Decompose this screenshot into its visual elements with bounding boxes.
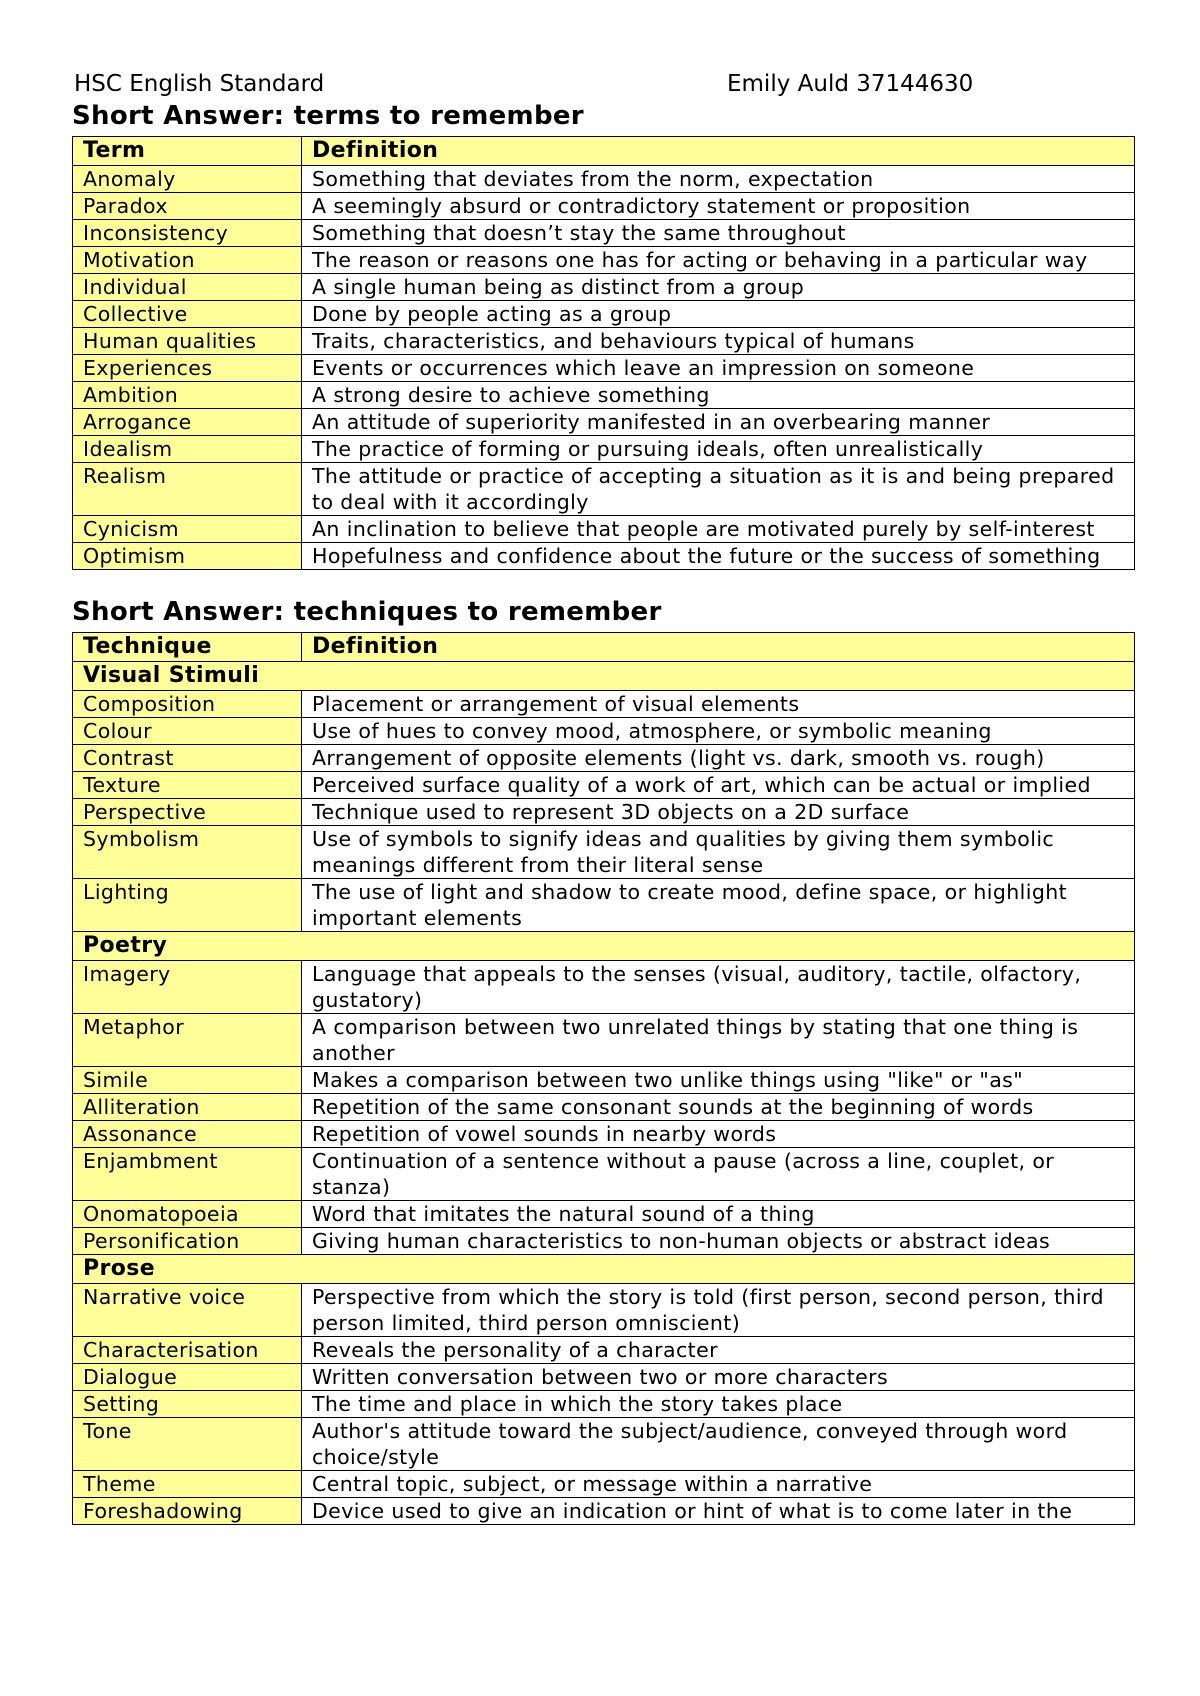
definition-cell: Perceived surface quality of a work of art, which can be actual or implied	[302, 772, 1135, 799]
term-cell: Inconsistency	[73, 220, 302, 247]
definition-cell: Reveals the personality of a character	[302, 1337, 1135, 1364]
definition-cell: Use of symbols to signify ideas and qualities by giving them symbolic meanings different from their literal sense	[302, 826, 1135, 879]
definition-cell: Repetition of the same consonant sounds at the beginning of words	[302, 1094, 1135, 1121]
table-row	[73, 1201, 1135, 1228]
term-cell: Characterisation	[73, 1337, 302, 1364]
table-row	[73, 826, 1135, 879]
table-row	[73, 382, 1135, 409]
term-cell: Colour	[73, 718, 302, 745]
table-row	[73, 543, 1135, 570]
term-cell: Paradox	[73, 193, 302, 220]
term-cell: Idealism	[73, 436, 302, 463]
table-row	[73, 961, 1135, 1014]
table-row	[73, 463, 1135, 516]
section-header-row	[73, 932, 1135, 961]
term-cell: Enjambment	[73, 1148, 302, 1201]
term-cell: Setting	[73, 1391, 302, 1418]
table-row	[73, 1121, 1135, 1148]
definition-cell: Device used to give an indication or hint of what is to come later in the	[302, 1498, 1135, 1525]
document-page	[72, 68, 1134, 1525]
term-cell: Realism	[73, 463, 302, 516]
term-cell: Individual	[73, 274, 302, 301]
term-cell: Imagery	[73, 961, 302, 1014]
definition-cell: An inclination to believe that people are motivated purely by self-interest	[302, 516, 1135, 543]
term-cell: Lighting	[73, 879, 302, 932]
term-cell: Contrast	[73, 745, 302, 772]
definition-cell: A strong desire to achieve something	[302, 382, 1135, 409]
terms-section-title: Short Answer: terms to remember	[72, 101, 584, 131]
term-cell: Metaphor	[73, 1014, 302, 1067]
term-cell: Motivation	[73, 247, 302, 274]
definition-cell: An attitude of superiority manifested in an overbearing manner	[302, 409, 1135, 436]
section-header-row	[73, 662, 1135, 691]
table-row	[73, 1337, 1135, 1364]
definition-cell: Word that imitates the natural sound of a thing	[302, 1201, 1135, 1228]
table-row	[73, 409, 1135, 436]
definition-cell: A seemingly absurd or contradictory statement or proposition	[302, 193, 1135, 220]
definition-cell: Done by people acting as a group	[302, 301, 1135, 328]
table-row	[73, 166, 1135, 193]
term-cell: Personification	[73, 1228, 302, 1255]
section-header-row	[73, 1255, 1135, 1284]
course-name: HSC English Standard	[74, 71, 325, 97]
definition-cell: The reason or reasons one has for acting or behaving in a particular way	[302, 247, 1135, 274]
definition-cell: The time and place in which the story takes place	[302, 1391, 1135, 1418]
term-cell: Tone	[73, 1418, 302, 1471]
table-row	[73, 718, 1135, 745]
definition-cell: Written conversation between two or more characters	[302, 1364, 1135, 1391]
table-row	[73, 220, 1135, 247]
definition-cell: Giving human characteristics to non-human objects or abstract ideas	[302, 1228, 1135, 1255]
definition-cell: Central topic, subject, or message within a narrative	[302, 1471, 1135, 1498]
table-row	[73, 1364, 1135, 1391]
document-header	[72, 68, 1134, 100]
student-name-id: Emily Auld 37144630	[727, 71, 974, 97]
table-row	[73, 328, 1135, 355]
definition-cell: Author's attitude toward the subject/audience, conveyed through word choice/style	[302, 1418, 1135, 1471]
definition-cell: The use of light and shadow to create mood, define space, or highlight important elements	[302, 879, 1135, 932]
definition-cell: Traits, characteristics, and behaviours typical of humans	[302, 328, 1135, 355]
terms-column-header-definition: Definition	[302, 137, 1135, 166]
techniques-table	[72, 632, 1135, 1525]
definition-cell: Arrangement of opposite elements (light vs. dark, smooth vs. rough)	[302, 745, 1135, 772]
techniques-table-header-row	[73, 633, 1135, 662]
term-cell: Onomatopoeia	[73, 1201, 302, 1228]
term-cell: Arrogance	[73, 409, 302, 436]
table-row	[73, 436, 1135, 463]
table-row	[73, 1228, 1135, 1255]
definition-cell: Makes a comparison between two unlike things using "like" or "as"	[302, 1067, 1135, 1094]
terms-column-header-term: Term	[73, 137, 302, 166]
term-cell: Composition	[73, 691, 302, 718]
section-header-label: Poetry	[73, 932, 1135, 961]
definition-cell: The practice of forming or pursuing ideals, often unrealistically	[302, 436, 1135, 463]
techniques-section-title: Short Answer: techniques to remember	[72, 597, 662, 627]
table-row	[73, 879, 1135, 932]
term-cell: Simile	[73, 1067, 302, 1094]
definition-cell: Perspective from which the story is told (first person, second person, third person limited, third person omniscient)	[302, 1284, 1135, 1337]
table-row	[73, 799, 1135, 826]
techniques-table-body	[73, 662, 1135, 1525]
terms-table	[72, 136, 1135, 570]
term-cell: Perspective	[73, 799, 302, 826]
table-row	[73, 247, 1135, 274]
table-row	[73, 274, 1135, 301]
term-cell: Symbolism	[73, 826, 302, 879]
term-cell: Alliteration	[73, 1094, 302, 1121]
definition-cell: Placement or arrangement of visual elements	[302, 691, 1135, 718]
table-row	[73, 745, 1135, 772]
definition-cell: Continuation of a sentence without a pause (across a line, couplet, or stanza)	[302, 1148, 1135, 1201]
definition-cell: Use of hues to convey mood, atmosphere, or symbolic meaning	[302, 718, 1135, 745]
table-row	[73, 1498, 1135, 1525]
definition-cell: The attitude or practice of accepting a situation as it is and being prepared to deal with it accordingly	[302, 463, 1135, 516]
definition-cell: Hopefulness and confidence about the future or the success of something	[302, 543, 1135, 570]
table-row	[73, 1094, 1135, 1121]
table-row	[73, 516, 1135, 543]
term-cell: Human qualities	[73, 328, 302, 355]
term-cell: Ambition	[73, 382, 302, 409]
table-row	[73, 691, 1135, 718]
table-row	[73, 772, 1135, 799]
term-cell: Texture	[73, 772, 302, 799]
term-cell: Narrative voice	[73, 1284, 302, 1337]
table-row	[73, 1418, 1135, 1471]
term-cell: Assonance	[73, 1121, 302, 1148]
definition-cell: A single human being as distinct from a group	[302, 274, 1135, 301]
term-cell: Collective	[73, 301, 302, 328]
section-header-label: Visual Stimuli	[73, 662, 1135, 691]
term-cell: Cynicism	[73, 516, 302, 543]
definition-cell: Language that appeals to the senses (visual, auditory, tactile, olfactory, gustatory)	[302, 961, 1135, 1014]
term-cell: Foreshadowing	[73, 1498, 302, 1525]
table-row	[73, 355, 1135, 382]
definition-cell: Something that deviates from the norm, expectation	[302, 166, 1135, 193]
table-row	[73, 1391, 1135, 1418]
term-cell: Dialogue	[73, 1364, 302, 1391]
table-row	[73, 1014, 1135, 1067]
table-row	[73, 1067, 1135, 1094]
term-cell: Anomaly	[73, 166, 302, 193]
table-row	[73, 1148, 1135, 1201]
definition-cell: Something that doesn’t stay the same throughout	[302, 220, 1135, 247]
techniques-column-header-technique: Technique	[73, 633, 302, 662]
definition-cell: Technique used to represent 3D objects on a 2D surface	[302, 799, 1135, 826]
table-row	[73, 1471, 1135, 1498]
techniques-column-header-definition: Definition	[302, 633, 1135, 662]
terms-table-body	[73, 166, 1135, 570]
table-row	[73, 1284, 1135, 1337]
table-row	[73, 301, 1135, 328]
definition-cell: Repetition of vowel sounds in nearby words	[302, 1121, 1135, 1148]
definition-cell: Events or occurrences which leave an impression on someone	[302, 355, 1135, 382]
terms-table-header-row	[73, 137, 1135, 166]
term-cell: Experiences	[73, 355, 302, 382]
term-cell: Optimism	[73, 543, 302, 570]
table-row	[73, 193, 1135, 220]
term-cell: Theme	[73, 1471, 302, 1498]
definition-cell: A comparison between two unrelated things by stating that one thing is another	[302, 1014, 1135, 1067]
section-header-label: Prose	[73, 1255, 1135, 1284]
